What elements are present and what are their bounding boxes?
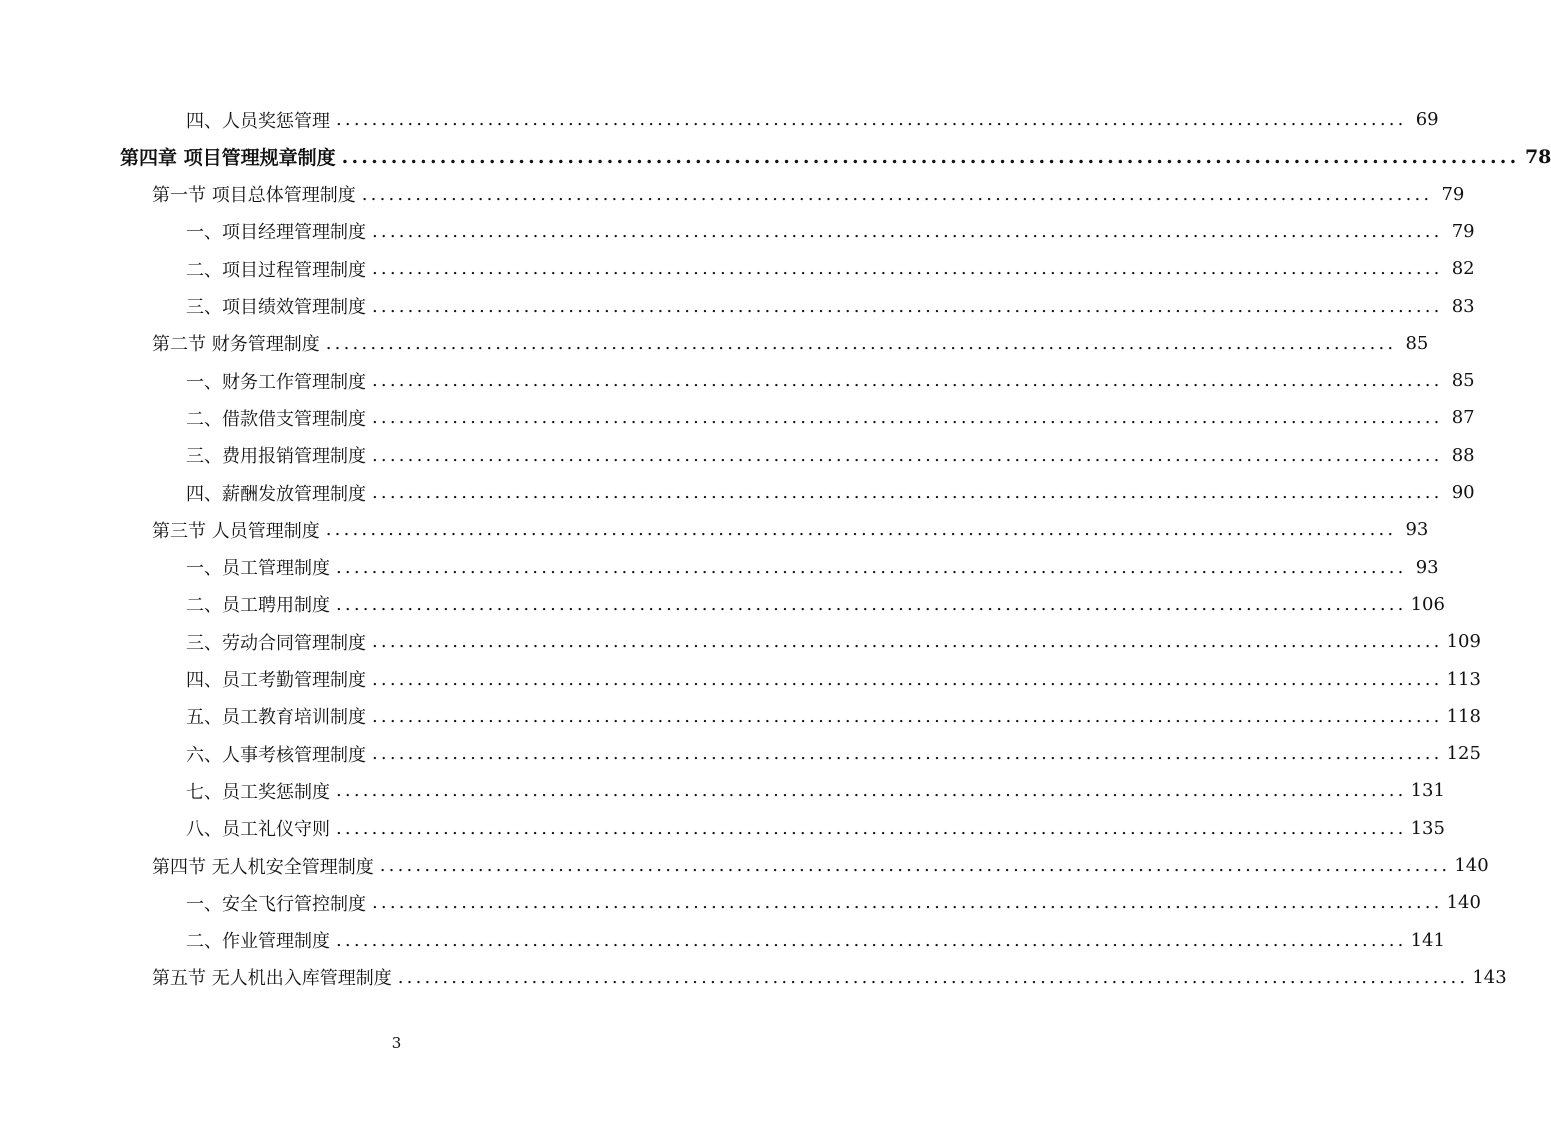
toc-subsection-entry[interactable] [0, 437, 1475, 474]
toc-subsection-entry[interactable] [0, 661, 1481, 698]
toc-entry-page: 79 [1451, 220, 1475, 242]
toc-entry-page: 69 [1415, 109, 1439, 130]
toc-entry-label: 第四节 无人机安全管理制度 [152, 856, 374, 878]
toc-entry-label: 一、安全飞行管控制度 [186, 893, 366, 915]
toc-entry-page: 140 [1454, 855, 1489, 876]
toc-leader-dots: ........................................................................................................................ [372, 631, 1443, 653]
toc-entry-page: 118 [1446, 705, 1481, 727]
toc-entry-label: 八、员工礼仪守则 [186, 819, 330, 841]
toc-entry-label: 一、财务工作管理制度 [186, 371, 366, 393]
toc-entry-page: 106 [1410, 593, 1445, 615]
toc-entry-content [120, 143, 1551, 170]
toc-entry-content [186, 703, 1481, 729]
toc-subsection-entry[interactable] [0, 399, 1475, 436]
toc-entry-page: 79 [1441, 183, 1465, 205]
toc-entry-label: 六、人事考核管理制度 [186, 744, 366, 766]
toc-leader-dots: ........................................................................................................................ [372, 295, 1443, 317]
toc-subsection-entry[interactable] [0, 735, 1481, 772]
toc-subsection-entry[interactable] [0, 922, 1445, 959]
toc-leader-dots: ........................................................................................................................ [336, 109, 1407, 130]
toc-entry-page: 83 [1451, 295, 1475, 317]
toc-entry-label: 二、作业管理制度 [186, 931, 330, 953]
toc-entry-content [186, 480, 1475, 506]
toc-entry-content [186, 293, 1475, 319]
toc-entry-label: 三、劳动合同管理制度 [186, 632, 366, 654]
toc-leader-dots: ........................................................................................................................ [372, 743, 1443, 765]
toc-section-entry[interactable] [0, 325, 1429, 362]
toc-leader-dots: ........................................................................................................................ [397, 966, 1469, 988]
toc-entry-content [186, 405, 1475, 431]
toc-subsection-entry[interactable] [0, 213, 1475, 250]
toc-entry-content [186, 666, 1481, 692]
toc-subsection-entry[interactable] [0, 250, 1475, 287]
toc-subsection-entry[interactable] [0, 884, 1481, 921]
toc-entry-page: 78 [1524, 145, 1551, 168]
toc-entry-page: 93 [1405, 519, 1429, 541]
toc-entry-content [186, 256, 1475, 282]
toc-leader-dots: ........................................................................................................................ [336, 593, 1407, 615]
toc-entry-label: 一、员工管理制度 [186, 558, 330, 580]
toc-leader-dots: ........................................................................................................................ [379, 855, 1451, 876]
toc-entry-label: 二、项目过程管理制度 [186, 259, 366, 281]
toc-entry-content [186, 890, 1481, 916]
toc-entry-content [152, 964, 1507, 990]
toc-entry-page: 141 [1410, 929, 1445, 951]
toc-entry-label: 四、员工考勤管理制度 [186, 670, 366, 691]
page-number: 3 [391, 1034, 402, 1052]
toc-leader-dots: ........................................................................................................................ [372, 892, 1443, 914]
toc-leader-dots: ........................................................................................................................ [372, 220, 1443, 242]
toc-entry-content [186, 368, 1475, 394]
toc-entry-label: 第三节 人员管理制度 [152, 520, 320, 542]
toc-leader-dots: ........................................................................................................................ [336, 556, 1407, 578]
toc-chapter-entry[interactable] [0, 138, 1551, 175]
toc-entry-label: 二、员工聘用制度 [186, 595, 330, 617]
toc-leader-dots: ........................................................................................................................ [372, 370, 1443, 392]
toc-section-entry[interactable] [0, 847, 1489, 884]
toc-entry-page: 140 [1446, 892, 1481, 914]
toc-leader-dots: ........................................................................................................................ [372, 705, 1443, 727]
toc-entry-content [186, 629, 1481, 655]
toc-entry-content [186, 815, 1445, 841]
toc-subsection-entry[interactable] [0, 474, 1475, 511]
toc-entry-label: 四、薪酬发放管理制度 [186, 483, 366, 505]
toc-leader-dots: ........................................................................................................................ [361, 183, 1433, 205]
toc-entry-label: 三、项目绩效管理制度 [186, 297, 366, 318]
toc-entry-label: 第一节 项目总体管理制度 [152, 185, 356, 207]
toc-entry-page: 82 [1451, 258, 1475, 280]
toc-entry-page: 93 [1415, 556, 1439, 578]
toc-entry-page: 131 [1410, 780, 1445, 802]
toc-leader-dots: ........................................................................................................................ [341, 145, 1520, 168]
toc-subsection-entry[interactable] [0, 101, 1439, 138]
toc-subsection-entry[interactable] [0, 549, 1439, 586]
toc-entry-label: 二、借款借支管理制度 [186, 408, 366, 430]
toc-subsection-entry[interactable] [0, 698, 1481, 735]
toc-subsection-entry[interactable] [0, 810, 1445, 847]
toc-entry-label: 一、项目经理管理制度 [186, 222, 366, 244]
toc-subsection-entry[interactable] [0, 772, 1445, 809]
toc-entry-content [152, 181, 1465, 207]
toc-leader-dots: ........................................................................................................................ [372, 668, 1443, 690]
toc-leader-dots: ........................................................................................................................ [372, 258, 1443, 280]
toc-entry-label: 五、员工教育培训制度 [186, 707, 366, 729]
toc-entry-page: 143 [1472, 966, 1507, 988]
toc-entry-label: 七、员工奖惩制度 [186, 781, 330, 803]
toc-entry-page: 90 [1451, 482, 1475, 503]
toc-section-entry[interactable] [0, 176, 1465, 213]
toc-section-entry[interactable] [0, 959, 1507, 996]
toc-leader-dots: ........................................................................................................................ [336, 929, 1407, 951]
toc-entry-label: 三、费用报销管理制度 [186, 446, 366, 468]
toc-entry-content [186, 442, 1475, 468]
toc-entry-page: 113 [1446, 668, 1481, 690]
toc-leader-dots: ........................................................................................................................ [372, 482, 1443, 503]
toc-leader-dots: ........................................................................................................................ [325, 332, 1397, 354]
toc-entry-content [186, 107, 1439, 133]
toc-entry-content [186, 591, 1445, 617]
toc-entry-label: 第二节 财务管理制度 [152, 334, 320, 356]
toc-entry-page: 125 [1446, 743, 1481, 765]
toc-entry-content [186, 927, 1445, 953]
toc-entry-page: 85 [1405, 332, 1429, 354]
toc-subsection-entry[interactable] [0, 623, 1481, 660]
toc-leader-dots: ........................................................................................................................ [336, 817, 1407, 839]
toc-entry-content [186, 741, 1481, 767]
toc-entry-page: 85 [1451, 370, 1475, 392]
toc-leader-dots: ........................................................................................................................ [325, 519, 1397, 541]
toc-entry-label: 第五节 无人机出入库管理制度 [152, 968, 392, 990]
toc-leader-dots: ........................................................................................................................ [336, 780, 1407, 802]
toc-subsection-entry[interactable] [0, 288, 1475, 325]
toc-entry-content [186, 218, 1475, 244]
toc-entry-page: 109 [1446, 631, 1481, 653]
toc-entry-page: 87 [1451, 407, 1475, 429]
toc-entry-content [152, 517, 1429, 543]
toc-section-entry[interactable] [0, 511, 1429, 548]
toc-subsection-entry[interactable] [0, 586, 1445, 623]
toc-entry-label: 第四章 项目管理规章制度 [120, 147, 336, 170]
toc-subsection-entry[interactable] [0, 362, 1475, 399]
toc-leader-dots: ........................................................................................................................ [372, 444, 1443, 466]
toc-entry-content [152, 330, 1429, 356]
toc-entry-label: 四、人员奖惩管理 [186, 110, 330, 132]
toc-entry-page: 88 [1451, 444, 1475, 466]
toc-leader-dots: ........................................................................................................................ [372, 407, 1443, 429]
toc-entry-page: 135 [1410, 817, 1445, 839]
toc-entry-content [152, 853, 1489, 879]
toc-entry-content [186, 778, 1445, 804]
toc-entry-content [186, 554, 1439, 580]
